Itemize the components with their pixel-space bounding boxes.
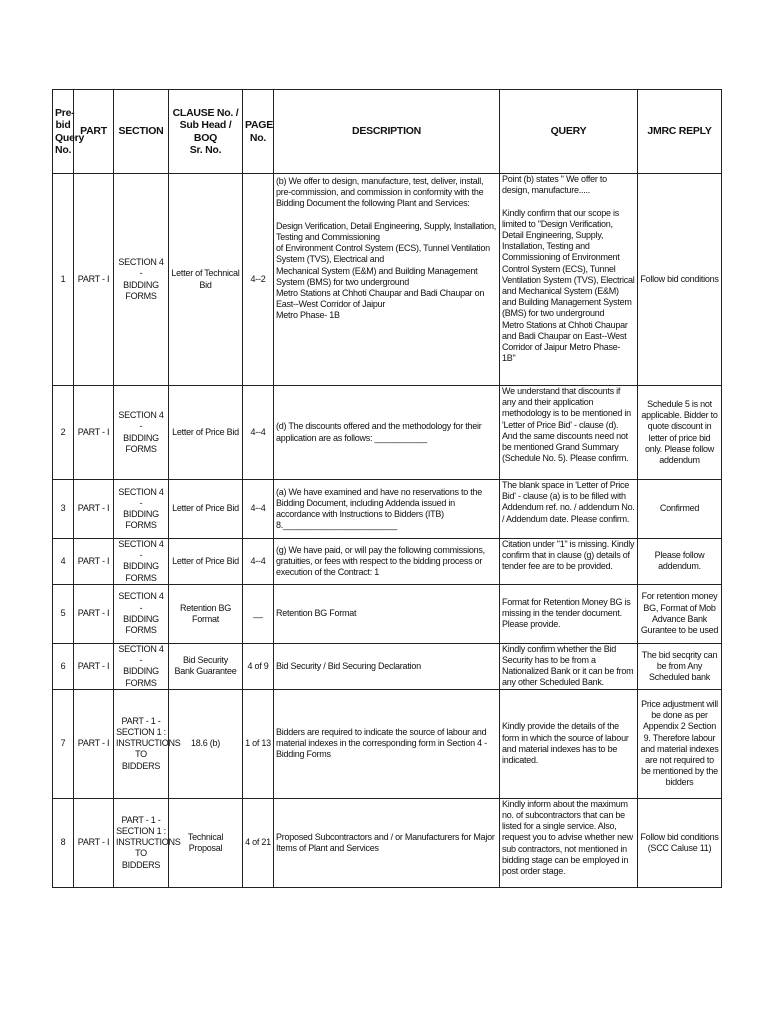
reply-cell: Confirmed — [638, 480, 722, 539]
section-cell: SECTION 4 - BIDDING FORMS — [114, 174, 169, 386]
description-cell: Retention BG Format — [274, 584, 500, 643]
reply-cell: Schedule 5 is not applicable. Bidder to quote discount in letter of price bid only. Please follow addendum — [638, 386, 722, 480]
page-cell: 4 of 9 — [243, 643, 274, 689]
part-cell: PART - I — [74, 689, 114, 798]
query-cell: The blank space in 'Letter of Price Bid' - clause (a) is to be filled with Addendum ref. no. / addendum No. / Addendum date. Please confirm. — [500, 480, 638, 539]
part-cell: PART - I — [74, 798, 114, 887]
clause-cell: Technical Proposal — [169, 798, 243, 887]
header-clause: CLAUSE No. / Sub Head / BOQ Sr. No. — [169, 90, 243, 174]
query-cell: Point (b) states " We offer to design, manufacture..... Kindly confirm that our scope is limited to "Design Verification, Detail Engineering, Supply, Installation, Testing and Commissioning of Environment Control System (ECS), Tunnel Ventilation System (TVS), Electrical and Mechanical System (E&M) and Building Management System (BMS) for two underground Metro Stations at Chhoti Chaupar and Badi Chaupar on East--West Corridor of Jaipur Metro Phase- 1B" — [500, 174, 638, 386]
header-part: PART — [74, 90, 114, 174]
section-cell: SECTION 4 - BIDDING FORMS — [114, 480, 169, 539]
reply-cell: Price adjustment will be done as per Appendix 2 Section 9. Therefore labour and material indexes are not required to be mentioned by the bidders — [638, 689, 722, 798]
part-cell: PART - I — [74, 386, 114, 480]
query-cell: Citation under "1" is missing. Kindly confirm that in clause (g) details of tender fee are to be provided. — [500, 539, 638, 585]
page-cell: __ — [243, 584, 274, 643]
header-row — [53, 90, 722, 174]
query-number: 5 — [53, 584, 74, 643]
part-cell: PART - I — [74, 584, 114, 643]
query-number: 1 — [53, 174, 74, 386]
clause-cell: Letter of Technical Bid — [169, 174, 243, 386]
section-cell: PART - 1 - SECTION 1 : INSTRUCTIONS TO BIDDERS — [114, 689, 169, 798]
query-cell: Format for Retention Money BG is missing in the tender document. Please provide. — [500, 584, 638, 643]
page-cell: 4--4 — [243, 539, 274, 585]
reply-cell: Please follow addendum. — [638, 539, 722, 585]
section-cell: SECTION 4 - BIDDING FORMS — [114, 386, 169, 480]
header-query-no: Pre- bid Query No. — [53, 90, 74, 174]
clause-cell: Retention BG Format — [169, 584, 243, 643]
section-cell: SECTION 4 - BIDDING FORMS — [114, 643, 169, 689]
table-row — [53, 386, 722, 480]
table-row — [53, 480, 722, 539]
header-description: DESCRIPTION — [274, 90, 500, 174]
section-cell: SECTION 4 - BIDDING FORMS — [114, 584, 169, 643]
query-cell: We understand that discounts if any and their application methodology is to be mentioned in 'Letter of Price Bid' - clause (d). And the same discounts need not be mentioned Grand Summary (Schedule No. 5). Please confirm. — [500, 386, 638, 480]
query-number: 6 — [53, 643, 74, 689]
part-cell: PART - I — [74, 480, 114, 539]
page-cell: 4--2 — [243, 174, 274, 386]
part-cell: PART - I — [74, 174, 114, 386]
clause-cell: Letter of Price Bid — [169, 480, 243, 539]
table-row — [53, 584, 722, 643]
clause-cell: Letter of Price Bid — [169, 539, 243, 585]
clause-cell: Bid Security Bank Guarantee — [169, 643, 243, 689]
description-cell: Bid Security / Bid Securing Declaration — [274, 643, 500, 689]
page-cell: 4--4 — [243, 480, 274, 539]
table-row — [53, 539, 722, 585]
reply-cell: For retention money BG, Format of Mob Advance Bank Gurantee to be used — [638, 584, 722, 643]
section-cell: SECTION 4 - BIDDING FORMS — [114, 539, 169, 585]
description-cell: Bidders are required to indicate the source of labour and material indexes in the corresponding form in Section 4 - Bidding Forms — [274, 689, 500, 798]
query-number: 4 — [53, 539, 74, 585]
section-cell: PART - 1 - SECTION 1 : INSTRUCTIONS TO BIDDERS — [114, 798, 169, 887]
header-page: PAGE No. — [243, 90, 274, 174]
query-number: 7 — [53, 689, 74, 798]
description-cell: Proposed Subcontractors and / or Manufacturers for Major Items of Plant and Services — [274, 798, 500, 887]
reply-cell: Follow bid conditions (SCC Caluse 11) — [638, 798, 722, 887]
description-cell: (a) We have examined and have no reservations to the Bidding Document, including Addenda issued in accordance with Instructions to Bidders (ITB) 8.________________________ — [274, 480, 500, 539]
table-row — [53, 174, 722, 386]
reply-cell: The bid secqrity can be from Any Scheduled bank — [638, 643, 722, 689]
description-cell: (g) We have paid, or will pay the following commissions, gratuities, or fees with respect to the bidding process or execution of the Contract: 1 — [274, 539, 500, 585]
reply-cell: Follow bid conditions — [638, 174, 722, 386]
clause-cell: Letter of Price Bid — [169, 386, 243, 480]
table-row — [53, 798, 722, 887]
prebid-query-table — [52, 89, 722, 888]
query-cell: Kindly provide the details of the form in which the source of labour and material indexes has to be indicated. — [500, 689, 638, 798]
header-reply: JMRC REPLY — [638, 90, 722, 174]
query-number: 8 — [53, 798, 74, 887]
clause-cell: 18.6 (b) — [169, 689, 243, 798]
page-cell: 4 of 21 — [243, 798, 274, 887]
header-section: SECTION — [114, 90, 169, 174]
description-cell: (b) We offer to design, manufacture, test, deliver, install, pre-commission, and commission in conformity with the Bidding Document the following Plant and Services: Design Verification, Detail Engineering, Supply, Installation, Testing and Commissioning of Environment Control System (ECS), Tunnel Ventilation System (TVS), Electrical and Mechanical System (E&M) and Building Management System (BMS) for two underground Metro Stations at Chhoti Chaupar and Badi Chaupar on East--West Corridor of Jaipur Metro Phase- 1B — [274, 174, 500, 386]
page-cell: 1 of 13 — [243, 689, 274, 798]
query-number: 2 — [53, 386, 74, 480]
page-cell: 4--4 — [243, 386, 274, 480]
query-cell: Kindly confirm whether the Bid Security has to be from a Nationalized Bank or it can be from any other Scheduled Bank. — [500, 643, 638, 689]
query-number: 3 — [53, 480, 74, 539]
header-query: QUERY — [500, 90, 638, 174]
table-row — [53, 643, 722, 689]
part-cell: PART - I — [74, 643, 114, 689]
query-cell: Kindly inform about the maximum no. of subcontractors that can be listed for a single service. Also, request you to advise whether new sub contractors, not mentioned in bidding stage can be employed in post order stage. — [500, 798, 638, 887]
part-cell: PART - I — [74, 539, 114, 585]
description-cell: (d) The discounts offered and the methodology for their application are as follows: ___________ — [274, 386, 500, 480]
table-row — [53, 689, 722, 798]
